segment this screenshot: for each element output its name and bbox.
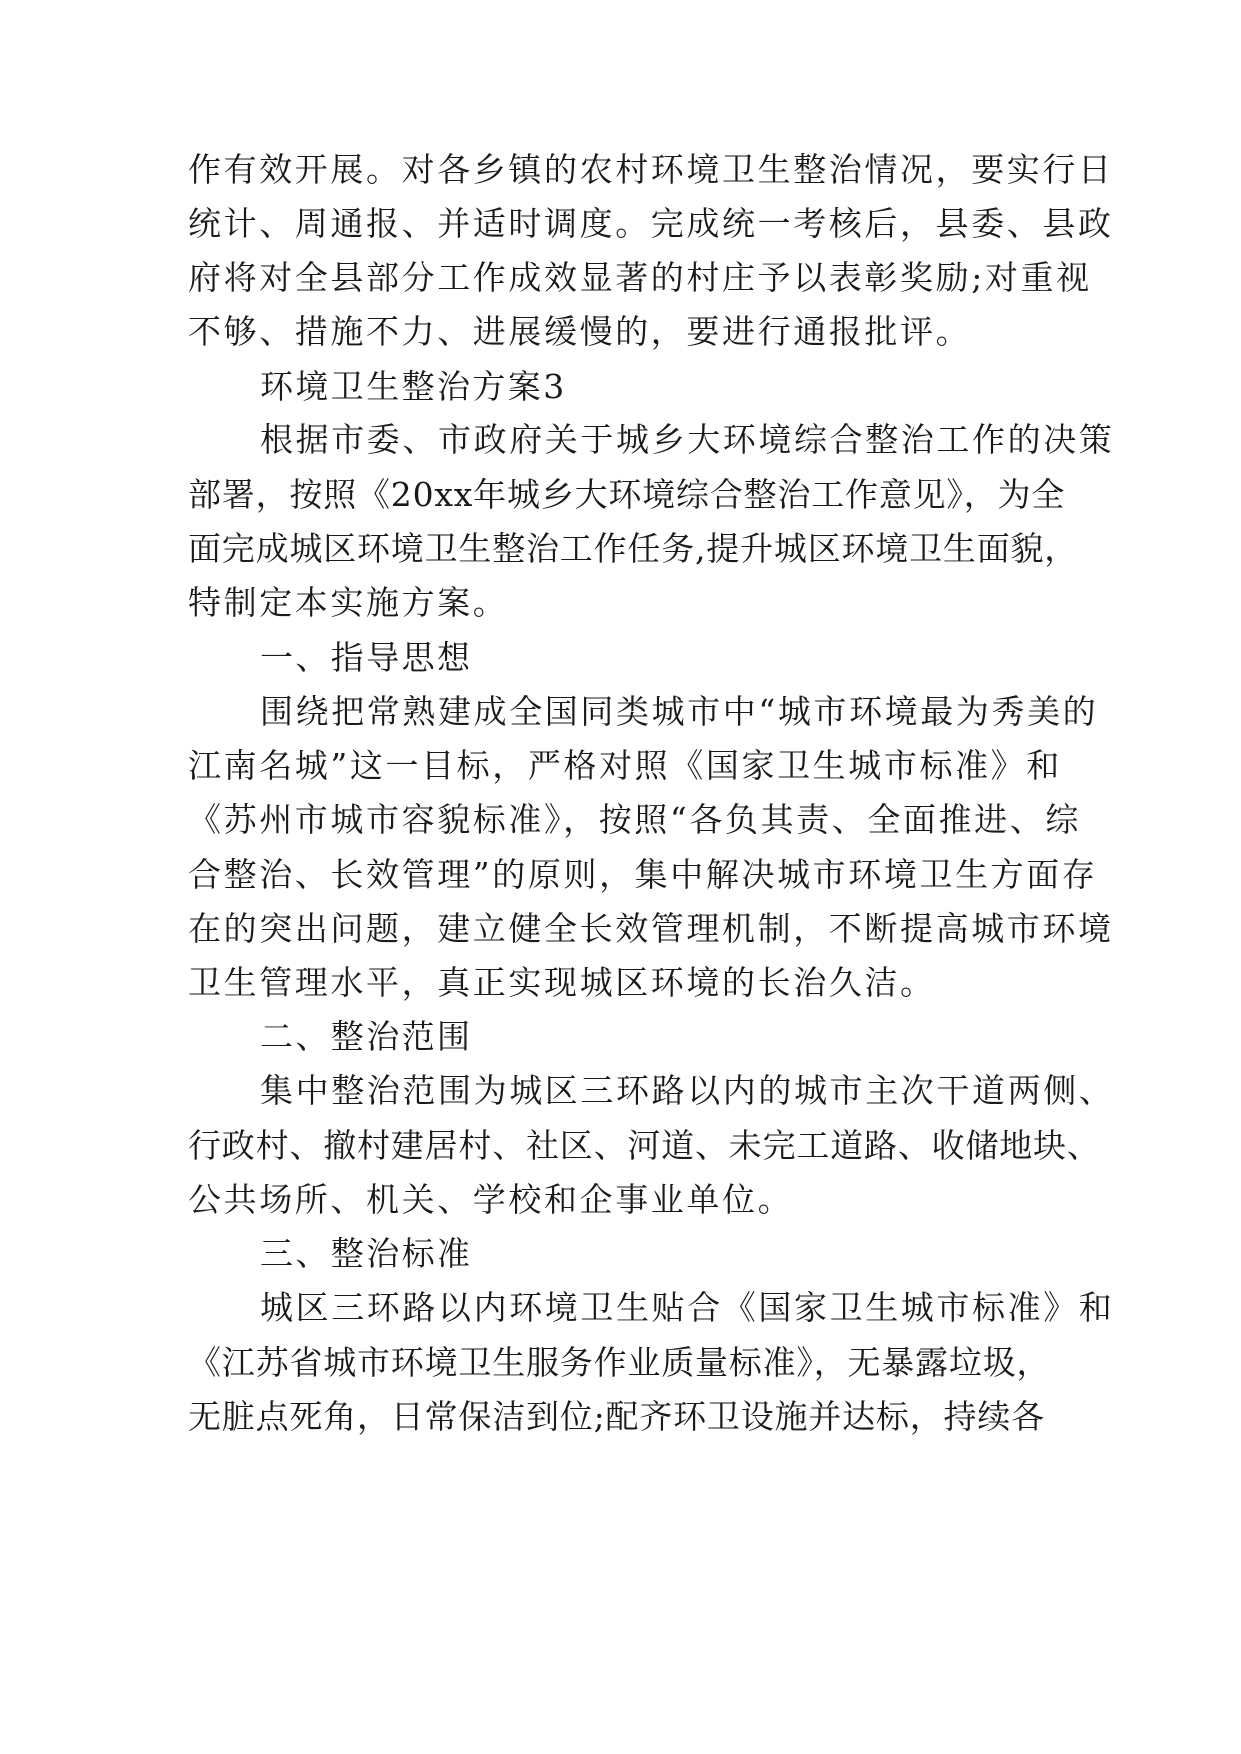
paragraph-line-4: 不够、措施不力、进展缓慢的，要进行通报批评。 [188, 312, 972, 351]
paragraph-line-6: 部署，按照《20xx年城乡大环境综合整治工作意见》，为全 [188, 475, 1066, 514]
paragraph-line-16: 行政村、撤村建居村、社区、河道、未完工道路、收储地块、 [188, 1126, 1101, 1165]
paragraph-line-5: 根据市委、市政府关于城乡大环境综合整治工作的决策 [260, 420, 1115, 459]
section-title: 环境卫生整治方案3 [260, 367, 567, 406]
paragraph-line-15: 集中整治范围为城区三环路以内的城市主次干道两侧、 [260, 1071, 1115, 1110]
paragraph-line-13: 在的突出问题，建立健全长效管理机制，不断提高城市环境 [188, 909, 1114, 948]
paragraph-line-17: 公共场所、机关、学校和企事业单位。 [188, 1180, 794, 1219]
heading-guiding-ideology: 一、指导思想 [260, 638, 473, 677]
paragraph-line-9: 围绕把常熟建成全国同类城市中“城市环境最为秀美的 [260, 692, 1099, 731]
paragraph-line-11: 《苏州市城市容貌标准》，按照“各负其责、全面推进、综 [188, 800, 1081, 839]
paragraph-line-14: 卫生管理水平，真正实现城区环境的长治久洁。 [188, 963, 936, 1002]
paragraph-line-7: 面完成城区环境卫生整治工作任务,提升城区环境卫生面貌， [188, 529, 1079, 568]
paragraph-line-20: 无脏点死角，日常保洁到位;配齐环卫设施并达标，持续各 [188, 1397, 1045, 1436]
paragraph-line-12: 合整治、长效管理”的原则，集中解决城市环境卫生方面存 [188, 855, 1098, 894]
paragraph-line-2: 统计、周通报、并适时调度。完成统一考核后，县委、县政 [188, 204, 1114, 243]
paragraph-line-3: 府将对全县部分工作成效显著的村庄予以表彰奖励;对重视 [188, 258, 1092, 297]
heading-scope: 二、整治范围 [260, 1017, 473, 1056]
paragraph-line-18: 城区三环路以内环境卫生贴合《国家卫生城市标准》和 [260, 1288, 1115, 1327]
heading-standard: 三、整治标准 [260, 1234, 473, 1273]
paragraph-line-10: 江南名城”这一目标，严格对照《国家卫生城市标准》和 [188, 746, 1062, 785]
paragraph-line-1: 作有效开展。对各乡镇的农村环境卫生整治情况，要实行日 [188, 150, 1114, 189]
paragraph-line-19: 《江苏省城市环境卫生服务作业质量标准》，无暴露垃圾， [188, 1343, 1051, 1382]
paragraph-line-8: 特制定本实施方案。 [188, 583, 509, 622]
